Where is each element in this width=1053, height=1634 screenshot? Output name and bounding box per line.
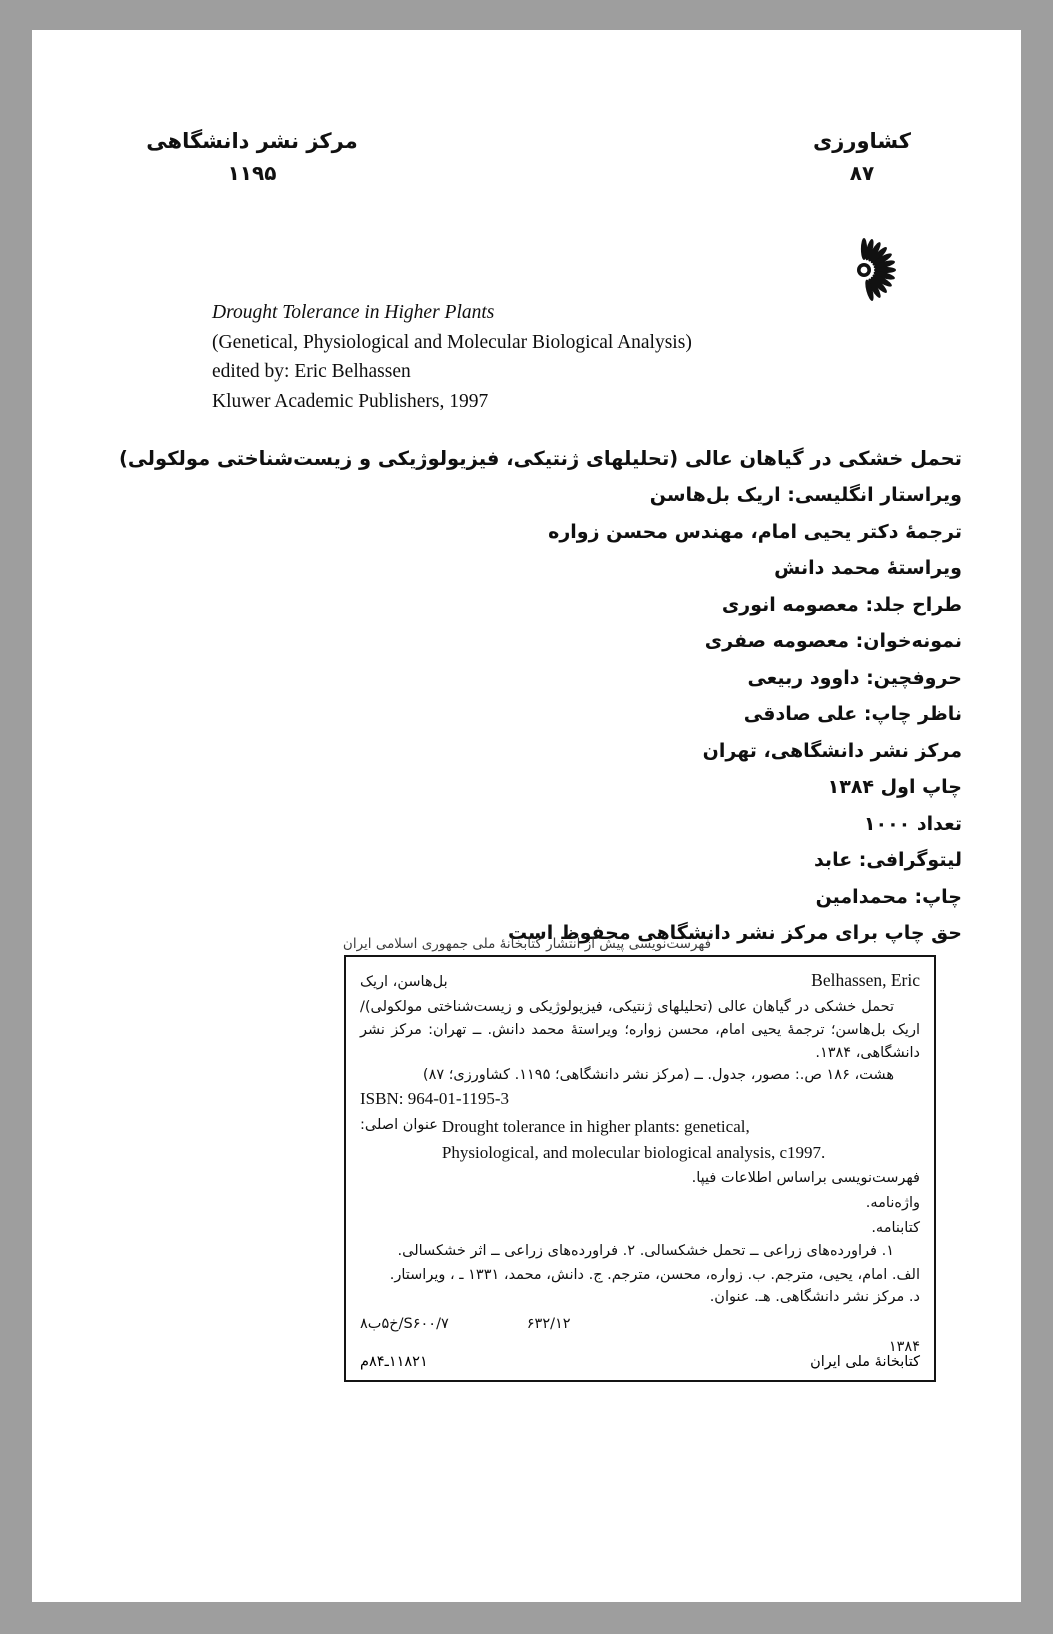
credit-line-copyright: حق چاپ برای مرکز نشر دانشگاهی محفوظ است: [507, 922, 962, 945]
cip-isbn: ISBN: 964-01-1195-3: [360, 1088, 510, 1108]
cip-author-row: [360, 967, 920, 994]
cip-call-number: S۶۰۰/۷/خ۵ب۸: [360, 1316, 449, 1333]
colophon-credits: [92, 440, 962, 952]
english-source-editor: edited by: Eric Belhassen: [212, 361, 411, 383]
book-colophon-page: [32, 30, 1021, 1602]
cip-record-box: [344, 955, 936, 1382]
credit-line-english-editor: ویراستار انگلیسی: اریک بل‌هاسن: [649, 484, 962, 507]
series-publisher-name: مرکز نشر دانشگاهی: [146, 129, 358, 153]
cip-author-persian: بل‌هاسن، اریک: [360, 974, 448, 990]
series-subject-name: کشاورزی: [813, 129, 911, 153]
english-source-publisher: Kluwer Academic Publishers, 1997: [212, 390, 489, 412]
running-head: [32, 125, 1021, 215]
running-head-series-left: [137, 125, 367, 189]
cip-footer-row: [360, 1354, 920, 1370]
credit-line-editor: ویراستهٔ محمد دانش: [774, 557, 962, 580]
credit-line-printer: چاپ: محمدامین: [815, 885, 962, 908]
series-publisher-number: ۱۱۹۵: [227, 160, 277, 185]
cip-note-above-box: فهرست‌نویسی پیش از انتشار کتابخانهٔ ملی جمهوری اسلامی ایران: [342, 936, 712, 952]
cip-dewey-number: ۶۳۲/۱۲: [526, 1316, 571, 1333]
english-source-subtitle: (Genetical, Physiological and Molecular Biological Analysis): [212, 331, 692, 353]
cip-original-title-label: عنوان اصلی:: [360, 1117, 438, 1134]
english-source-title: Drought Tolerance in Higher Plants: [212, 302, 495, 323]
credit-line-edition: چاپ اول ۱۳۸۴: [827, 776, 962, 799]
cip-original-title-line2: Physiological, and molecular biological analysis, c1997.: [441, 1142, 826, 1162]
credit-line-title: تحمل خشکی در گیاهان عالی (تحلیلهای ژنتیکی، فیزیولوژیکی و زیست‌شناختی مولکولی): [119, 447, 962, 470]
running-head-series-right: [787, 125, 937, 189]
cip-collation: هشت، ۱۸۶ ص.: مصور، جدول. ــ (مرکز نشر دانشگاهی؛ ۱۱۹۵. کشاورزی؛ ۸۷): [422, 1067, 894, 1084]
cip-subject-headings: ۱. فراورده‌های زراعی ــ تحمل خشکسالی. ۲. فراورده‌های زراعی ــ اثر خشکسالی.: [397, 1243, 894, 1260]
credit-line-cover-designer: طراح جلد: معصومه انوری: [721, 593, 962, 616]
starburst-ornament-icon: [832, 238, 896, 302]
cip-note-glossary: واژه‌نامه.: [865, 1194, 920, 1211]
english-source-block: [212, 298, 852, 417]
cip-note-bibliography: کتابنامه.: [871, 1219, 920, 1236]
credit-line-lithography: لیتوگرافی: عابد: [813, 849, 962, 872]
cip-author-latin: Belhassen, Eric: [811, 970, 920, 990]
credit-line-publisher-city: مرکز نشر دانشگاهی، تهران: [702, 739, 962, 762]
cip-original-title-row: [360, 1114, 920, 1165]
credit-line-print-run: تعداد ۱۰۰۰: [863, 812, 962, 835]
cip-record-number: ۱۱۸۲۱ـ۸۴م: [360, 1354, 428, 1370]
credit-line-print-supervisor: ناظر چاپ: علی صادقی: [743, 703, 962, 726]
cip-added-entries-1: الف. امام، یحیی، مترجم. ب. زواره، محسن، مترجم. ج. دانش، محمد، ۱۳۳۱ ـ ، ویراستار.: [389, 1266, 920, 1283]
cip-original-title-latin: [442, 1114, 920, 1165]
cip-classification-row: [360, 1313, 920, 1336]
cip-year: ۱۳۸۴: [888, 1338, 920, 1355]
cip-original-title-line1: Drought tolerance in higher plants: genetical,: [441, 1117, 750, 1137]
series-subject-number: ۸۷: [849, 160, 875, 185]
cip-note-fipa: فهرست‌نویسی براساس اطلاعات فیپا.: [691, 1170, 920, 1187]
credit-line-translators: ترجمهٔ دکتر یحیی امام، مهندس محسن زواره: [548, 520, 962, 543]
cip-library-label: کتابخانهٔ ملی ایران: [810, 1354, 920, 1370]
cip-title-statement: تحمل خشکی در گیاهان عالی (تحلیلهای ژنتیکی، فیزیولوژیکی و زیست‌شناختی مولکولی)/ اریک بل‌هاسن؛ ترجمهٔ یحیی امام، محسن زواره؛ ویراستهٔ محمد دانش. ــ تهران: مرکز نشر دانشگاهی، ۱۳۸۴.: [360, 999, 920, 1061]
credit-line-proofreader: نمونه‌خوان: معصومه صفری: [704, 630, 962, 653]
credit-line-typesetter: حروفچین: داوود ربیعی: [747, 666, 962, 689]
cip-added-entries-2: د. مرکز نشر دانشگاهی. هـ. عنوان.: [709, 1289, 920, 1306]
